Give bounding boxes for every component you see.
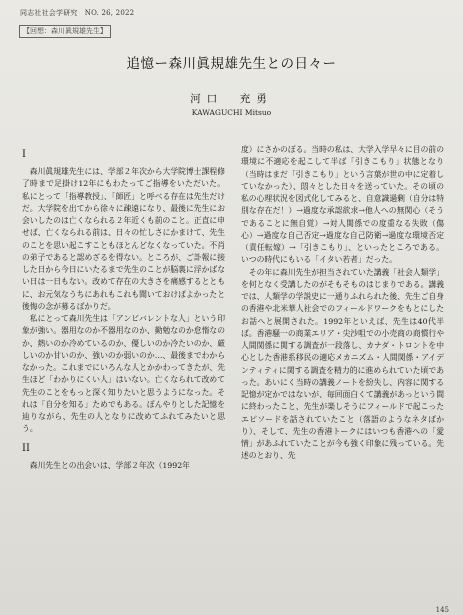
paragraph: 森川先生との出会いは、学部２年次（1992年 <box>29 460 190 470</box>
section-tag: 【回想：森川眞規雄先生】 <box>19 25 111 38</box>
article-title: 追憶ー森川眞規雄先生との日々ー <box>126 56 337 72</box>
author-name-jp: 河口 充勇 <box>190 93 273 105</box>
paragraph: 森川眞規雄先生には、学部２年次から大学院博士課程修了時まで足掛け12年にもわたってご指導をいただいた。私にとって「指導教授」、「師匠」と呼べる存在は先生だけだ。大学院を出てから徐々に疎遠になり、最後に先生にお会いしたのは亡くなられる２年近くも前のこと。正直に申せば、亡くなられる前は、日々の忙しさにかまけて、先生のことを思い起こすこともほとんどなくなっていた。不肖の弟子であると認めざるを得ない。ところが、ご訃報に接した日から今日にいたるまで先生のことが脳裏に浮かばない日は一日もない。改めて存在の大きさを痛感するとともに、お元気なうちにあれもこれも聞いておけばよかったと後悔の念が募るばかりだ。 <box>22 167 225 311</box>
journal-header: 同志社社会学研究 NO. 26, 2022 <box>20 9 135 17</box>
paragraph: その年に森川先生が担当されていた講義「社会人類学」を何となく受講したのがそもそものはじまりである。講義では、人類学の学説史に一通りふれられた後、先生ご自身の香港や北米華人社会でのフィールドワークをもとにしたお話へと展開された。1992年といえば、先生は40代半ば。香港騒一の商業エリア・尖沙咀での小売商の商慣行や人間関係に関する調査が一段落し、カナダ・トロントを中心とした香港系移民の適応メカニズム・人間関係・アイデンティティに関する調査を精力的に進められていた頃であった。あいにく当時の講義ノートを紛失し、内容に関する記憶が定かではないが、毎回面白くて講義があっという間に終わったこと、先生が楽しそうにフィールドで起こったエピソードを話されていたこと（落語のようなネタばかり）、そして、先生の香港トークにはいつも香港への「愛情」があふれていたことが今も強く印象に残っている。先述のとおり、先 <box>241 267 444 461</box>
left-column <box>22 148 225 472</box>
page-number: 145 <box>435 606 449 614</box>
right-column <box>241 144 444 463</box>
section-heading-2: II <box>22 442 30 454</box>
paragraph: 私にとって森川先生は「アンビバレントな人」という印象が強い。器用なのか不器用なのか、勤勉なのか怠惰なのか、熱いのか冷めているのか、優しいのか冷たいのか、厳しいのか甘いのか、強いのか弱いのか…、最後までわからなかった。これまでにいろんな人とかかわってきたが、先生ほど「わかりにくい人」はいない。亡くなられて改めて先生のことをもっと深く知りたいと思うようになった。それは「自分を知る」ためでもある。ぼんやりとした記憶を辿りながら、先生の人となりに改めてふれてみたいと思う。 <box>22 314 225 434</box>
section-heading-1: I <box>22 149 26 160</box>
paragraph: 度）にさかのぼる。当時の私は、大学入学早々に目の前の環境に不適応を起こして半ば「引きこもり」状態となり（当時はまだ「引きこもり」という言葉が世の中に定着していなかった）、悶々とした日々を送っていた。その頃の私の心理状況を図式化してみると、自意識過剰（自分は特別な存在だ！）→過度な承認欲求→他人への無関心（そうであることに無自覚）→対人関係での度重なる失敗（傷心）→過度な自己否定→過度な自己防衛→過度な環境否定（責任転嫁）→「引きこもり」、といったところである。いつの時代にもいる「イタい若者」だった。 <box>241 145 444 265</box>
author-name-en: KAWAGUCHI Mitsuo <box>191 108 272 117</box>
